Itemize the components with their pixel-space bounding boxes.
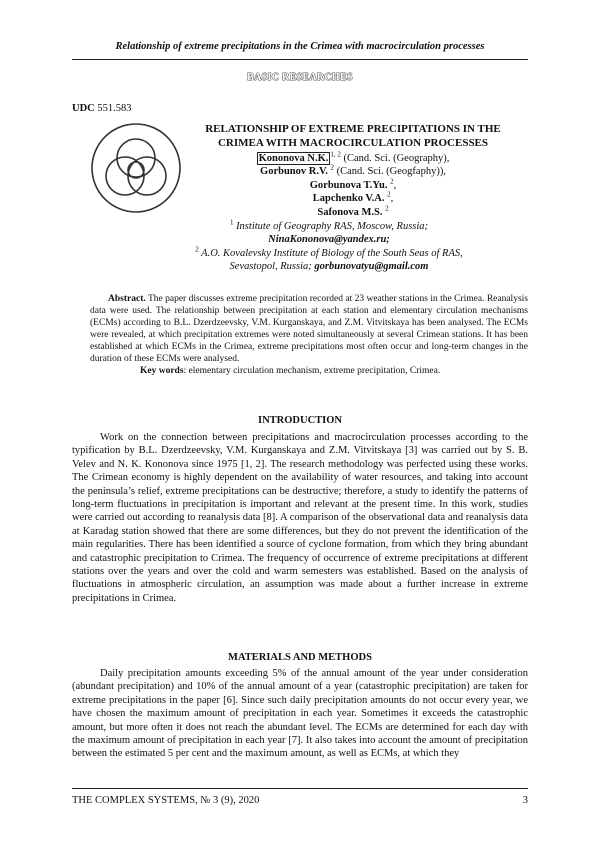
- journal-logo-icon: [86, 118, 186, 218]
- affiliation-2-cont: [120, 260, 538, 273]
- running-head: Relationship of extreme precipitations in the Crimea with macrocirculation processes: [115, 41, 485, 52]
- affiliation-1-email: [120, 233, 538, 246]
- keywords-line: [90, 365, 528, 377]
- author-name: Kononova N.K.: [258, 153, 329, 164]
- title-line: CRIMEA WITH MACROCIRCULATION PROCESSES: [217, 137, 489, 149]
- affiliation-text: Institute of Geography RAS, Moscow, Russia;: [236, 221, 429, 232]
- section-heading-introduction: INTRODUCTION: [257, 415, 342, 426]
- abstract-label: Abstract.: [108, 294, 146, 304]
- paper-title: [180, 122, 526, 150]
- page-number: 3: [522, 795, 528, 806]
- methods-paragraph: Daily precipitation amounts exceeding 5% of the annual amount of the year under consideration (abundant precipitation) and 10% of the annual amount of a year (catastrophic precipitation) are taken for extreme precipitations in the paper [6]. Since such daily precipitation amounts do not occur every year, we have chosen the maximum amount of precipitation in each year. Sometimes it exceeds the catastrophic amount, but more often it does not reach the abundant level. The ECMs are determined for each day with the maximum amount of precipitation in each year [7]. It also takes into account the amount of precipitation between the estimated 5 per cent and the maximum amount, as well as ECMs, at which they: [72, 668, 528, 760]
- abstract-paragraph: [90, 293, 528, 365]
- author-separator: ,: [393, 179, 397, 191]
- affiliation-text: A.O. Kovalevsky Institute of Biology of the South Seas of RAS,: [201, 247, 463, 259]
- author-affil-sup: 1, 2: [330, 150, 341, 159]
- author-name: Safonova M.S.: [317, 206, 383, 218]
- author-degree: (Cand. Sci. (Geogfaphy)),: [336, 166, 446, 178]
- title-line: RELATIONSHIP OF EXTREME PRECIPITATIONS IN THE: [205, 123, 501, 135]
- affiliations: [120, 220, 538, 274]
- keywords-text: : elementary circulation mechanism, extreme precipitation, Crimea.: [183, 366, 441, 376]
- author-line: [180, 165, 526, 178]
- author-name: Lapchenko V.A.: [312, 193, 385, 205]
- footer-journal: THE COMPLEX SYSTEMS, № 3 (9), 2020: [72, 795, 260, 806]
- abstract-text: The paper discusses extreme precipitation recorded at 23 weather stations in the Crimea. Reanalysis data were used. The relationship between precipitation at each station and elementary circulation mechanisms (ECMs) according to B.L. Dzerdzeevsky, V.M. Kurganskaya, and Z.M. Vitvitskaya has been analysed. The ECMs were revealed, at which precipitation extremes were noted simultaneously at several Crimean stations. It has been established at which ECMs in the Crimea, extreme precipitations most often occur and long-term changes in the duration of these ECMs were analysed.: [90, 294, 528, 364]
- author-name: Gorbunov R.V.: [260, 166, 328, 178]
- author-list: [180, 152, 526, 219]
- author-affil-sup: 2: [387, 190, 391, 199]
- footer-rule: [72, 788, 528, 789]
- author-line: [180, 179, 526, 192]
- udc-line: [72, 103, 132, 114]
- keywords-label: Key words: [140, 366, 184, 376]
- email-link[interactable]: NinaKononova@yandex.ru;: [268, 234, 390, 246]
- author-line: [180, 206, 526, 219]
- introduction-paragraph: Work on the connection between precipitations and macrocirculation processes according to the typification by B.L. Dzerdzeevsky, V.M. Kurganskaya and Z.M. Vitvitskaya [3] was carried out by S. B. Velev and N. K. Kononova since 1975 [1, 2]. The research methodology was perfected using these works. The Crimean economy is highly dependent on the availability of water resources, and taking into account the peninsula’s relief, extreme precipitations can be destructive; therefore, a study to identify the patterns of long-term fluctuations in precipitation is important and relevant at the present time. In this work, studies were carried out according to reanalysis data [8]. A comparison of the observational data and reanalysis data at Karadag station showed that there are some differences, but they do not prevent the identification of the main regularities. There has been identified a source of cyclone formation, from which they bring abundant and catastrophic precipitation to Crimea. The frequency of occurrence of extreme precipitations at different stations over the years and over the cold and warm semesters was established. Based on the analysis of fluctuations in atmospheric circulation, an assumption was made about a further increase in extreme precipitations in Crimea.: [72, 432, 528, 604]
- abstract-block: [90, 293, 528, 377]
- affiliation-sup: 1: [229, 218, 234, 227]
- header-rule: [72, 59, 528, 60]
- affiliation-2: [120, 247, 538, 260]
- affiliation-1: [120, 220, 538, 233]
- udc-label: UDC: [72, 103, 95, 114]
- author-degree: (Cand. Sci. (Geography),: [343, 153, 450, 164]
- affiliation-sup: 2: [195, 245, 199, 254]
- section-heading-methods: MATERIALS AND METHODS: [228, 652, 372, 663]
- section-tag: BASIC RESEARCHES: [247, 72, 353, 83]
- author-affil-sup: 2: [390, 177, 394, 186]
- author-separator: ,: [390, 193, 394, 205]
- author-line: [180, 152, 526, 165]
- affiliation-text: Sevastopol, Russia;: [229, 261, 312, 273]
- author-affil-sup: 2: [330, 163, 334, 172]
- author-line: [180, 192, 526, 205]
- author-affil-sup: 2: [385, 204, 389, 213]
- email-link[interactable]: gorbunovatyu@gmail.com: [314, 261, 429, 273]
- author-name: Gorbunova T.Yu.: [309, 179, 388, 191]
- udc-value: 551.583: [97, 103, 132, 114]
